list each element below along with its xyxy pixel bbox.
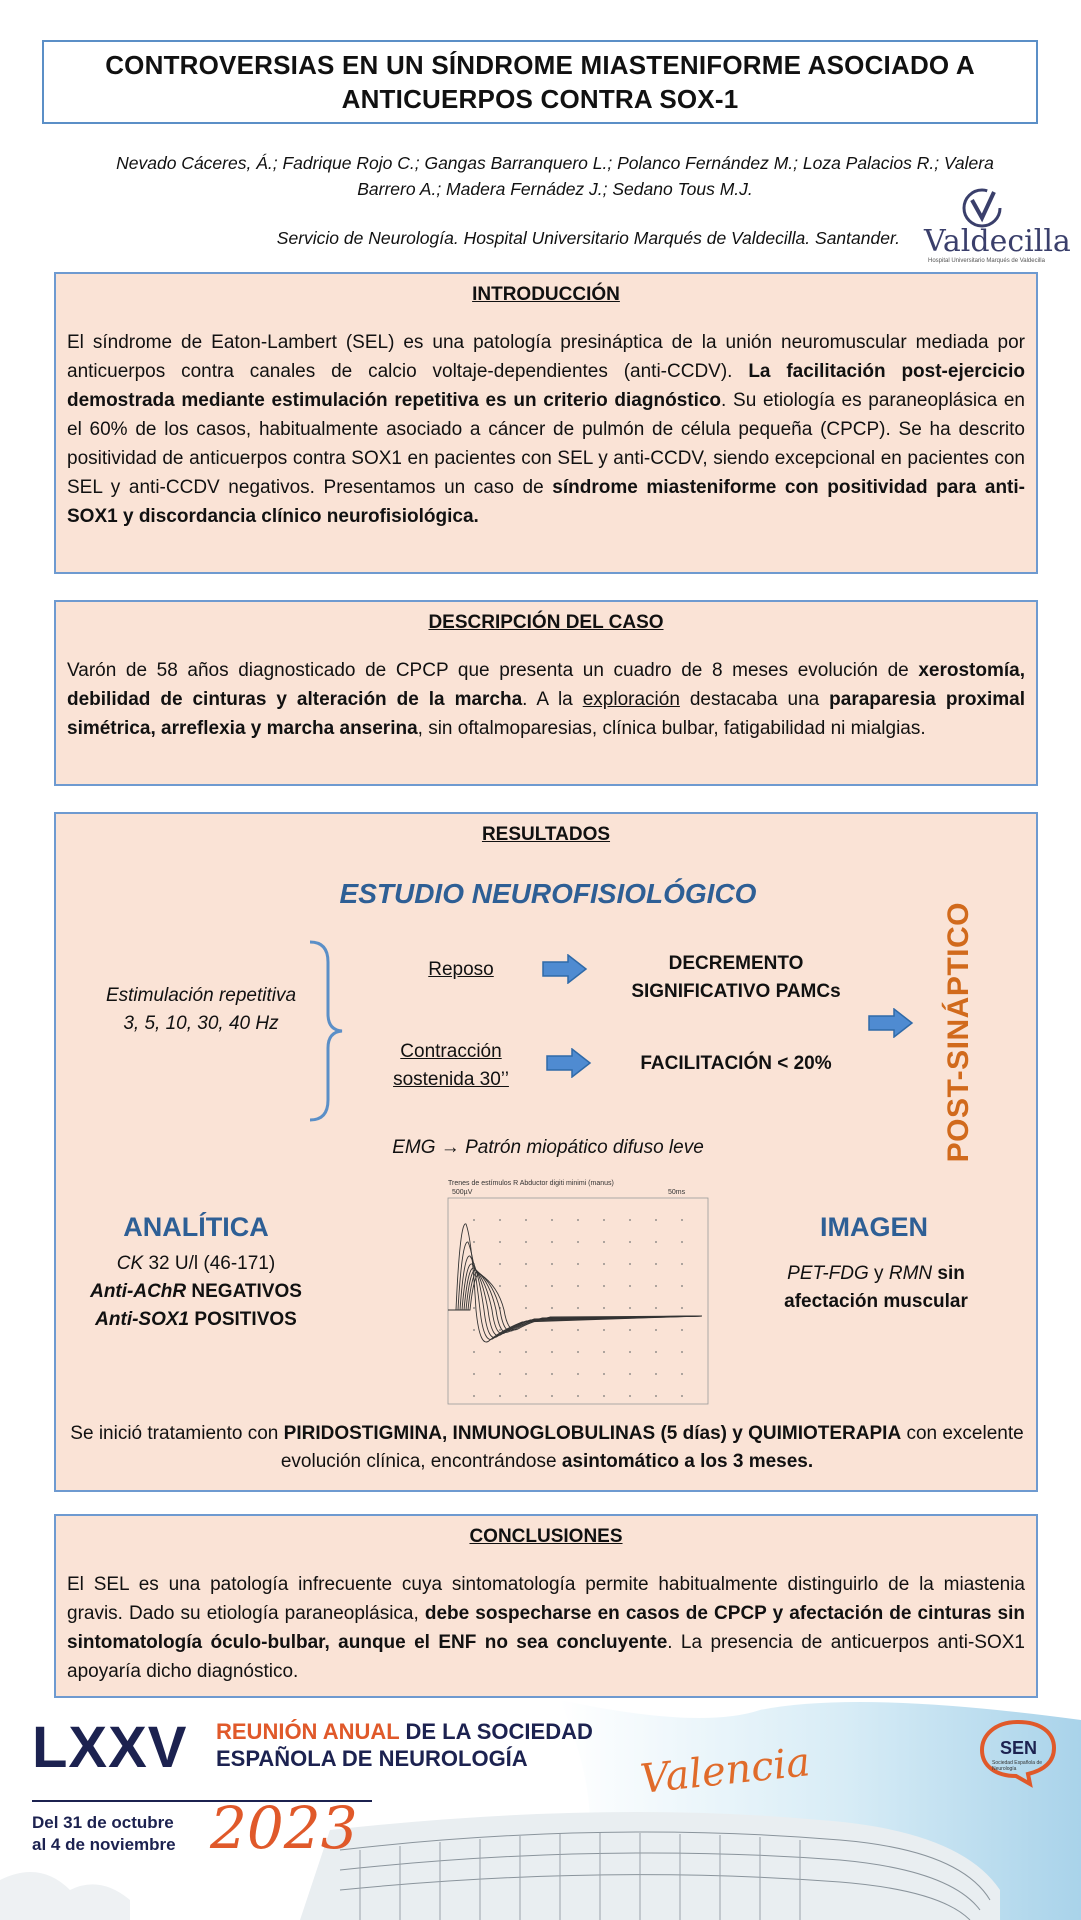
title-line-2: ANTICUERPOS CONTRA SOX-1 — [341, 84, 739, 114]
caso-bold-1: xerostomía, debilidad de cinturas y alteración de la marcha — [67, 660, 1025, 710]
reunion-rest: DE LA SOCIEDAD — [399, 1719, 593, 1744]
analitica-results — [76, 1250, 316, 1334]
brace-icon — [302, 938, 352, 1124]
authors-line-1: Nevado Cáceres, Á.; Fadrique Rojo C.; Gangas Barranquero L.; Polanco Fernández M.; Loza Palacios R.; Valera — [116, 153, 994, 173]
congress-year: 2023 — [210, 1794, 358, 1862]
arrow-right-icon — [868, 1008, 914, 1038]
roman-edition: LXXV — [32, 1715, 188, 1780]
contraccion-line-2: sostenida 30’’ — [393, 1069, 509, 1090]
section-conclusiones — [54, 1514, 1038, 1698]
emg-trace-figure — [432, 1180, 726, 1408]
congress-name — [216, 1718, 593, 1772]
emg-result-text: Patrón miopático difuso leve — [465, 1137, 704, 1158]
caso-text — [67, 656, 1025, 743]
imagen-sin: sin — [932, 1263, 965, 1284]
trat-text-2: con excelente evolución clínica, encontrándose — [280, 1423, 1024, 1472]
intro-text — [67, 328, 1025, 531]
intro-text-2: . Su etiología es paraneoplásica en el 60% de los casos, habitualmente asociado a cáncer de pulmón de célula pequeña (CPCP). Se ha descrito positividad de anticuerpos contra SOX1 en pacientes con SEL y anti-CCDV, siendo excepcional en pacientes con SEL y anti-CCDV negativos. Presentamos un caso de — [67, 390, 1025, 498]
imagen-heading: IMAGEN — [820, 1212, 928, 1242]
tratamiento-text — [68, 1420, 1026, 1476]
reposo-label: Reposo — [428, 959, 494, 980]
congress-name-line-1 — [216, 1718, 593, 1745]
congress-city: Valencia — [638, 1739, 813, 1803]
congress-name-line-2: ESPAÑOLA DE NEUROLOGÍA — [216, 1746, 528, 1771]
decremento-result — [604, 950, 868, 1006]
sox-value: POSITIVOS — [189, 1309, 297, 1330]
conclusiones-text — [67, 1570, 1025, 1686]
conclusiones-heading: CONCLUSIONES — [469, 1526, 623, 1547]
intro-text-1: El síndrome de Eaton-Lambert (SEL) es una patología presináptica de la unión neuromuscular mediada por anticuerpos contra canales de calcio voltaje-dependientes (anti-CCDV). — [67, 332, 1025, 382]
rmn-label: RMN — [888, 1263, 933, 1284]
sen-text: SEN — [1000, 1738, 1038, 1758]
emg-label: EMG — [392, 1137, 436, 1158]
trace-scale-voltage: 500µV — [452, 1189, 473, 1196]
section-resultados — [54, 812, 1038, 1492]
study-title: ESTUDIO NEUROFISIOLÓGICO — [339, 878, 757, 909]
sox-result — [76, 1306, 316, 1334]
trat-bold-1: PIRIDOSTIGMINA, INMUNOGLOBULINAS (5 días) y QUIMIOTERAPIA — [283, 1423, 902, 1444]
facilitacion-result: FACILITACIÓN < 20% — [640, 1053, 832, 1074]
trace-title: Trenes de estímulos R Abductor digiti minimi (manus) — [448, 1180, 614, 1187]
imagen-line-2: afectación muscular — [784, 1291, 968, 1312]
ck-value: 32 U/l (46-171) — [143, 1253, 276, 1274]
valdecilla-emblem-icon — [958, 184, 1018, 228]
imagen-results — [756, 1260, 996, 1316]
decremento-line-2: SIGNIFICATIVO PAMCs — [631, 981, 841, 1002]
intro-heading: INTRODUCCIÓN — [472, 284, 620, 305]
achr-label: Anti-AChR — [90, 1281, 187, 1302]
sen-subtitle: Sociedad Española de Neurología — [992, 1760, 1043, 1772]
authors — [80, 150, 1030, 202]
ck-result — [76, 1250, 316, 1278]
dates-line-2: al 4 de noviembre — [32, 1835, 176, 1854]
caso-bold-2: paraparesia proximal simétrica, arreflexia y marcha anserina — [67, 689, 1026, 739]
arrow-right-icon — [542, 954, 588, 984]
resultados-heading: RESULTADOS — [481, 824, 611, 845]
caso-heading: DESCRIPCIÓN DEL CASO — [428, 612, 664, 633]
valdecilla-logo — [920, 184, 1071, 264]
stim-line-2: 3, 5, 10, 30, 40 Hz — [123, 1013, 279, 1034]
imagen-conj: y — [868, 1263, 889, 1284]
caso-text-3: destacaba una — [679, 689, 830, 710]
analitica-heading: ANALÍTICA — [123, 1212, 269, 1242]
concl-text-1: El SEL es una patología infrecuente cuya sintomatología permite habitualmente distinguirlo de la miastenia gravis. Dado su etiología paraneoplásica, — [67, 1574, 1025, 1624]
achr-result — [76, 1278, 316, 1306]
intro-bold-1: La facilitación post-ejercicio demostrada mediante estimulación repetitiva es un criterio diagnóstico — [67, 361, 1025, 411]
poster-title — [42, 40, 1038, 124]
emg-result — [56, 1134, 1040, 1162]
reunion-accent: REUNIÓN ANUAL — [216, 1719, 400, 1744]
caso-text-1: Varón de 58 años diagnosticado de CPCP que presenta un cuadro de 8 meses evolución de — [67, 660, 919, 681]
imagen-line-1 — [756, 1260, 996, 1288]
contraccion-label — [376, 1038, 526, 1094]
arrow-right-icon — [546, 1048, 592, 1078]
logo-subtitle: Hospital Universitario Marqués de Valdecilla — [928, 258, 1045, 264]
pet-label: PET-FDG — [787, 1263, 869, 1284]
congress-dates — [32, 1812, 176, 1856]
stim-line-1: Estimulación repetitiva — [105, 985, 297, 1006]
section-caso — [54, 600, 1038, 786]
sen-logo — [976, 1716, 1060, 1788]
decremento-line-1: DECREMENTO — [668, 953, 804, 974]
section-introduccion — [54, 272, 1038, 574]
trat-text-1: Se inició tratamiento con — [70, 1423, 284, 1444]
trat-bold-2: asintomático a los 3 meses. — [561, 1451, 814, 1472]
caso-underline: exploración — [582, 689, 680, 710]
trace-scale-time: 50ms — [668, 1189, 686, 1196]
sox-label: Anti-SOX1 — [95, 1309, 190, 1330]
affiliation: Servicio de Neurología. Hospital Universitario Marqués de Valdecilla. Santander. — [276, 228, 900, 248]
caso-text-4: , sin oftalmoparesias, clínica bulbar, fatigabilidad ni mialgias. — [417, 718, 926, 739]
concl-text-2: . La presencia de anticuerpos anti-SOX1 apoyaría dicho diagnóstico. — [67, 1632, 1025, 1682]
caso-text-2: . A la — [522, 689, 583, 710]
achr-value: NEGATIVOS — [186, 1281, 302, 1302]
title-line-1: CONTROVERSIAS EN UN SÍNDROME MIASTENIFORME ASOCIADO A — [105, 50, 975, 80]
concl-bold-1: debe sospecharse en casos de CPCP y afectación de cinturas sin sintomatología óculo-bulbar, aunque el ENF no sea concluyente — [67, 1603, 1025, 1653]
post-sinaptico-label: POST-SINÁPTICO — [942, 902, 975, 1163]
emg-arrow: → — [440, 1137, 460, 1158]
ck-label: CK — [116, 1253, 144, 1274]
congress-banner — [0, 1700, 1081, 1920]
emg-trace-plot — [432, 1180, 726, 1408]
logo-word: Valdecilla — [924, 224, 1071, 259]
intro-bold-2: síndrome miasteniforme con positividad para anti-SOX1 y discordancia clínico neurofisiológica. — [67, 477, 1025, 527]
authors-line-2: Barrero A.; Madera Fernádez J.; Sedano Tous M.J. — [357, 179, 753, 199]
contraccion-line-1: Contracción — [400, 1041, 502, 1062]
dates-line-1: Del 31 de octubre — [32, 1813, 174, 1832]
